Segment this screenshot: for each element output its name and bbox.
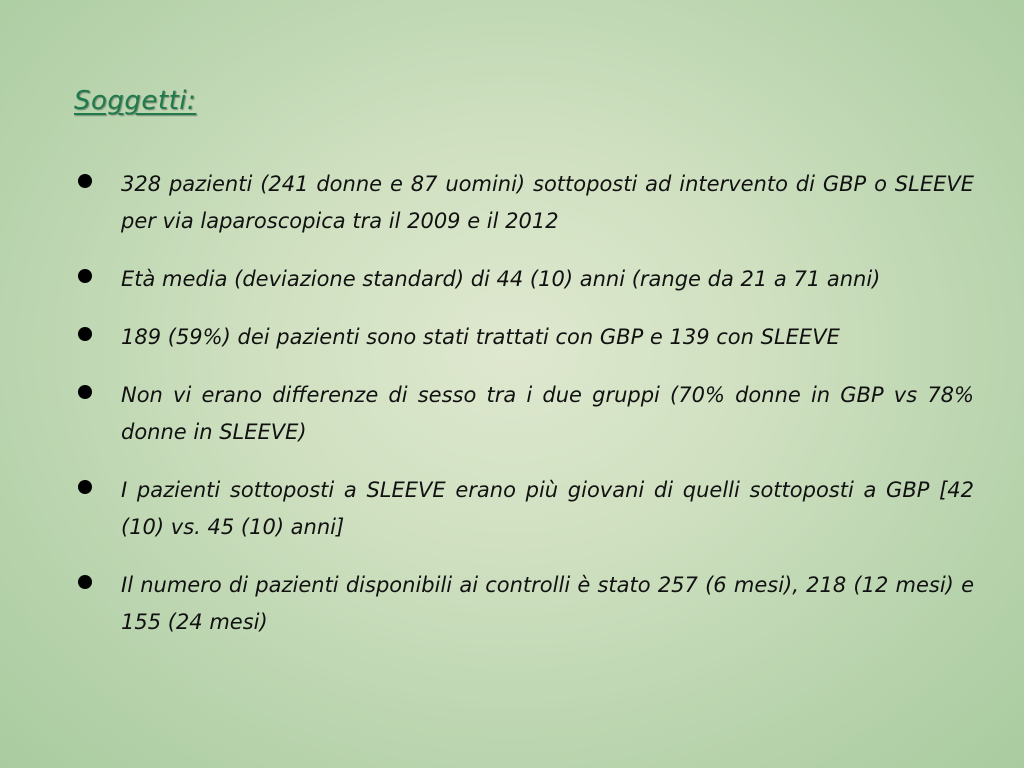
slide-title: Soggetti: [74, 86, 197, 116]
bullet-item [74, 567, 974, 641]
bullet-text: 189 (59%) dei pazienti sono stati trattati con GBP e 139 con SLEEVE [121, 325, 840, 349]
bullet-item [74, 261, 974, 298]
bullet-text: I pazienti sottoposti a SLEEVE erano più giovani di quelli sottoposti a GBP [42 (10) vs. 45 (10) anni] [121, 478, 974, 539]
bullet-item [74, 377, 974, 451]
bullet-list [74, 166, 974, 662]
bullet-item [74, 472, 974, 546]
bullet-dot-icon [78, 269, 92, 283]
bullet-dot-icon [78, 575, 92, 589]
bullet-text: Età media (deviazione standard) di 44 (10) anni (range da 21 a 71 anni) [121, 267, 881, 291]
bullet-dot-icon [78, 327, 92, 341]
bullet-dot-icon [78, 174, 92, 188]
bullet-item [74, 166, 974, 240]
bullet-text: 328 pazienti (241 donne e 87 uomini) sottoposti ad intervento di GBP o SLEEVE per via laparoscopica tra il 2009 e il 2012 [121, 172, 974, 233]
bullet-dot-icon [78, 385, 92, 399]
bullet-dot-icon [78, 480, 92, 494]
bullet-text: Il numero di pazienti disponibili ai controlli è stato 257 (6 mesi), 218 (12 mesi) e 155 (24 mesi) [121, 573, 974, 634]
bullet-item [74, 319, 974, 356]
bullet-text: Non vi erano differenze di sesso tra i due gruppi (70% donne in GBP vs 78% donne in SLEEVE) [121, 383, 974, 444]
